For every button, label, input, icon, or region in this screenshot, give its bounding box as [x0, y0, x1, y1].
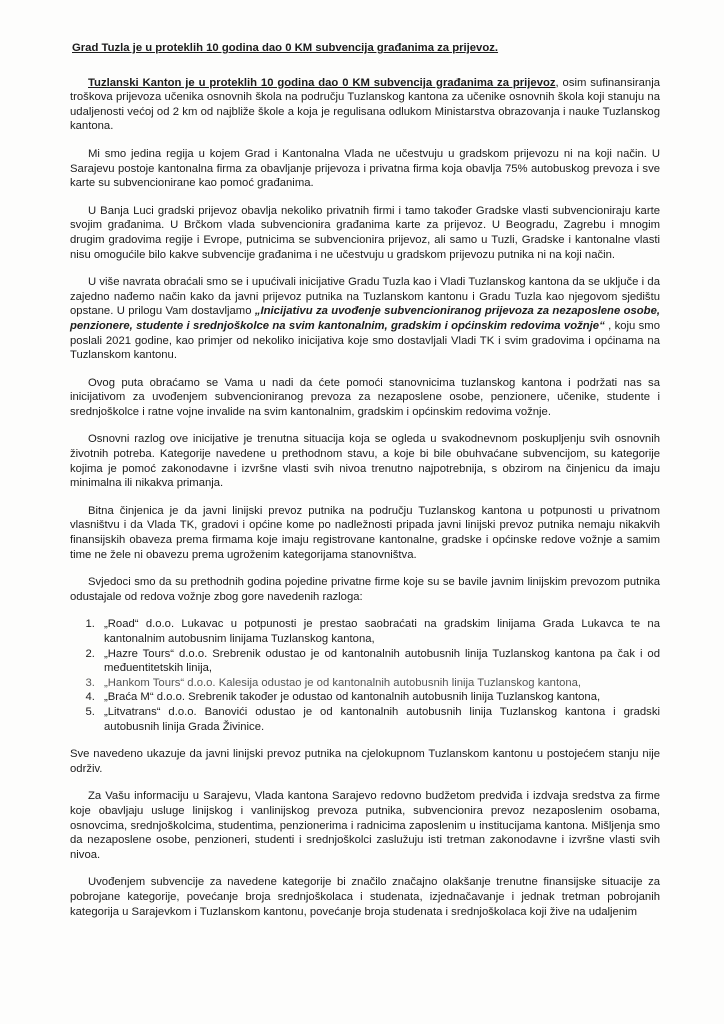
paragraph-1: [70, 76, 660, 134]
paragraph-6: Osnovni razlog ove inicijative je trenutna situacija koja se ogleda u svakodnevnom poskupljenju svih osnovnih životnih potreba. Kategorije navedene u prethodnom stavu, a koje bi bile obuhvaćane subvencijom, su kategorije kojima je pomoć zakonodavne i izvršne vlasti svih nivoa trenutno najpotrebnija, s obzirom na činjenicu da imaju minimalna ili nikakva primanja.: [70, 433, 660, 490]
paragraph-4-a: U više navrata obraćali smo se i upućivali inicijative Gradu Tuzla kao i Vladi Tuzlanskog kantona da se uključe i da zajedno nađemo način kako da javni prijevoz putnika na Tuzlanskom kantonu i Gradu Tuzla kao njegovom sjedištu opstane. U prilogu Vam dostavljamo: [70, 276, 660, 318]
list-item: 2. „Hazre Tours“ d.o.o. Srebrenik odustao je od kantonalnih autobusnih linija Tuzlanskog kantona pa čak i od međuentitetskih linija,: [98, 647, 660, 676]
company-list: [70, 617, 660, 734]
paragraph-4: [70, 275, 660, 363]
paragraph-11: Uvođenjem subvencije za navedene kategorije bi značilo značajno olakšanje trenutne finansijske situacije za pobrojane kategorije, povećanje broja srednjoškolaca i studenata, izjednačavanje i jednak tretman pobrojanih kategorija u Sarajevkom i Tuzlanskom kantonu, povećanje broja studenata i srednjoškolaca koji žive na udaljenim: [70, 876, 660, 918]
paragraph-8: Svjedoci smo da su prethodnih godina pojedine privatne firme koje su se bavile javnim linijskim prevozom putnika odustajale od redova vožnje zbog gore navedenih razloga:: [70, 576, 660, 603]
list-item: 1. „Road“ d.o.o. Lukavac u potpunosti je prestao saobraćati na gradskim linijama Grada Lukavca te na kantonalnim autobusnim linijama Tuzlanskog kantona,: [98, 617, 660, 646]
initiative-title: „Inicijativu za uvođenje subvencioniranog prijevoza za nezaposlene osobe, penzionere, studente i srednjoškolce na svim kantonalnim, gradskim i općinskim redovima vožnje“: [70, 305, 660, 332]
paragraph-1-rest: , osim sufinansiranja troškova prijevoza učenika osnovnih škola na području Tuzlanskog kantona za učenike osnovnih škola koji stanuju na udaljenosti većoj od 2 km od najbliže škole a koja je regulisana odlukom Ministarstva obrazovanja i nauke Tuzlanskog kantona.: [70, 76, 660, 133]
paragraph-9: Sve navedeno ukazuje da javni linijski prevoz putnika na cjelokupnom Tuzlanskom kantonu u postojećem stanju nije održiv.: [70, 748, 660, 775]
document-title: Grad Tuzla je u proteklih 10 godina dao 0 KM subvencija građanima za prijevoz.: [72, 42, 499, 54]
document-body: [70, 41, 660, 932]
list-item: 3. „Hankom Tours“ d.o.o. Kalesija odustao je od kantonalnih autobusnih linija Tuzlanskog kantona,: [98, 676, 660, 691]
paragraph-1-lead: Tuzlanski Kanton je u proteklih 10 godina dao 0 KM subvencija građanima za prijevoz: [88, 76, 556, 89]
paragraph-5: Ovog puta obraćamo se Vama u nadi da ćete pomoći stanovnicima tuzlanskog kantona i podržati nas sa inicijativom za uvođenjem subvencioniranog prevoza za nezaposlene osobe, penzionere, učenike, studente i srednjoškolce i ratne vojne invalide na svim kantonalnim, gradskim i općinskim redovima vožnje.: [70, 376, 660, 418]
paragraph-4-c: , koju smo poslali 2021 godine, kao primjer od nekoliko inicijativa koje smo dostavljali Vladi TK i svim gradovima i općinama na Tuzlanskom kantonu.: [70, 319, 660, 362]
paragraph-2: Mi smo jedina regija u kojem Grad i Kantonalna Vlada ne učestvuju u gradskom prijevozu ni na koji način. U Sarajevu postoje kantonalna firma za obavljanje prijevoza i privatna firma koja obavlja 75% autobuskog prevoza i sve karte su subvencionirane kao pomoć građanima.: [70, 147, 660, 190]
paragraph-10: Za Vašu informaciju u Sarajevu, Vlada kantona Sarajevo redovno budžetom predviđa i izdvaja sredstva za firme koje obavljaju usluge linijskog i vanlinijskog prevoza putnika, subvencionira prevoz nezaposlenim osobama, osnovcima, srednjoškolcima, studentima, penzionerima i radnicima zaposlenim u institucijama kantona. Mišljenja smo da nezaposlene osobe, penzioneri, studenti i srednjoškolci zaslužuju isti tretman zakonodavne i izvršne vlasti svih nivoa.: [70, 790, 660, 861]
paragraph-7: Bitna činjenica je da javni linijski prevoz putnika na području Tuzlanskog kantona u potpunosti u privatnom vlasništvu i da Vlada TK, gradovi i općine kome po nadležnosti pripada javni linijski prevoz putnika nemaju nikakvih finansijskih obaveza prema firmama koje imaju registrovane kantonalne, gradske i općinske redove vožnje a samim time ne žele ni obavezu prema ugroženim kategorijama stanovništva.: [70, 504, 660, 561]
list-item: 5. „Litvatrans“ d.o.o. Banovići odustao je od kantonalnih autobusnih linija Tuzlanskog kantona i gradski autobusnih linija Grada Živinice.: [98, 705, 660, 734]
paragraph-3: U Banja Luci gradski prijevoz obavlja nekoliko privatnih firmi i tamo također Gradske vlasti subvencioniraju karte svojim građanima. U Brčkom vlada subvencionira građanima karte za prijevoz. U Beogradu, Zagrebu i mnogim drugim gradovima regije i Evrope, putnicima se subvencionira prijevoz, ali samo u Tuzli, Gradske i kantonalne vlasti nisu omogućile bilo kakve subvencije građanima i ne učestvuju u gradskom prijevozu putnika ni na koji način.: [70, 204, 660, 261]
list-item: 4. „Braća M“ d.o.o. Srebrenik također je odustao od kantonalnih autobusnih linija Tuzlanskog kantona,: [98, 690, 660, 705]
